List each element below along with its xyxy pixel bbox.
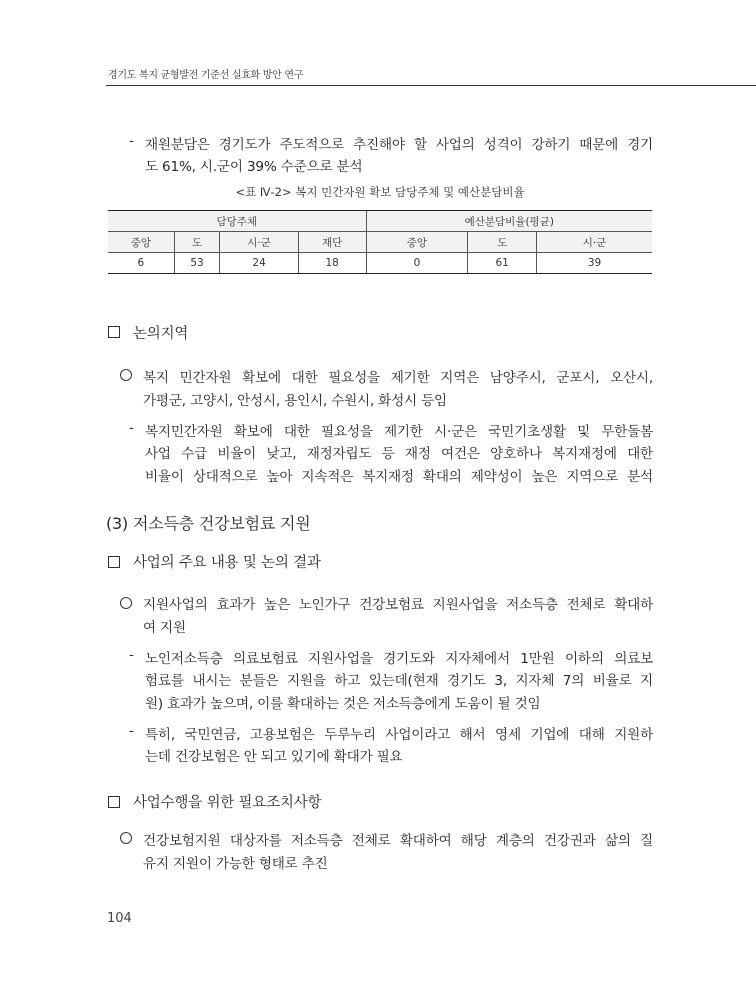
intro-line-1: 재원분담은 경기도가 주도적으로 추진해야 할 사업의 성격이 강하기 때문에 경기 (145, 137, 653, 153)
support-bullet-line-2: 여 지원 (143, 620, 186, 636)
circle-bullet-icon (120, 597, 132, 609)
table-header-cell: 중앙 (366, 232, 468, 253)
table-row (108, 253, 652, 274)
table-cell: 61 (468, 253, 537, 274)
dash-marker: - (129, 723, 134, 739)
square-bullet-icon (108, 326, 120, 338)
section-title: (3) 저소득층 건강보험료 지원 (106, 514, 311, 533)
table-header-cell: 도 (468, 232, 537, 253)
header-rule (106, 85, 756, 86)
subsection-heading: 사업수행을 위한 필요조치사항 (133, 795, 322, 811)
square-bullet-icon (108, 796, 120, 808)
measures-bullet-line-1: 건강보험지원 대상자를 저소득층 전체로 확대하여 해당 계층의 건강권과 삶의 질 (143, 833, 653, 849)
table-group-header: 예산분담비율(평균) (366, 211, 652, 232)
dash-marker: - (129, 133, 134, 149)
table-header-cell: 시·군 (537, 232, 652, 253)
table-header-cell: 중앙 (108, 232, 174, 253)
table-cell: 18 (298, 253, 366, 274)
running-header: 경기도 복지 균형발전 기준선 실효화 방안 연구 (108, 70, 304, 81)
table-group-header: 담당주체 (108, 211, 366, 232)
table-caption: <표 Ⅳ-2> 복지 민간자원 확보 담당주체 및 예산분담비율 (235, 185, 525, 199)
table-cell: 53 (174, 253, 220, 274)
measures-bullet-line-2: 유지 지원이 가능한 형태로 추진 (143, 856, 328, 872)
budget-table (108, 210, 652, 274)
dash-marker: - (129, 647, 134, 663)
subsection-heading: 사업의 주요 내용 및 논의 결과 (133, 555, 321, 571)
support-dash1-line-1: 노인저소득층 의료보험료 지원사업을 경기도와 지자체에서 1만원 이하의 의료보 (145, 651, 653, 667)
table-header-cell: 재단 (298, 232, 366, 253)
square-bullet-icon (108, 556, 120, 568)
support-bullet-line-1: 지원사업의 효과가 높은 노인가구 건강보험료 지원사업을 저소득층 전체로 확대하 (143, 597, 653, 613)
section-heading: 논의지역 (133, 326, 189, 342)
discussion-dash-line-1: 복지민간자원 확보에 대한 필요성을 제기한 시·군은 국민기초생활 및 무한돌봄 (145, 424, 653, 440)
page-number: 104 (107, 911, 132, 926)
circle-bullet-icon (120, 369, 132, 381)
circle-bullet-icon (120, 832, 132, 844)
support-dash1-line-2: 험료를 내시는 분들은 지원을 하고 있는데(현재 경기도 3, 지자체 7의 비율로 지 (145, 673, 653, 689)
dash-marker: - (129, 420, 134, 436)
support-dash2-line-1: 특히, 국민연금, 고용보험은 두루누리 사업이라고 해서 영세 기업에 대해 지원하 (145, 727, 653, 743)
support-dash2-line-2: 는데 건강보험은 안 되고 있기에 확대가 필요 (145, 749, 403, 765)
discussion-dash-line-2: 사업 수급 비율이 낮고, 재정자립도 등 재정 여건은 양호하나 복지재정에 대한 (145, 446, 653, 462)
table-header-cell: 도 (174, 232, 220, 253)
table-cell: 24 (220, 253, 298, 274)
intro-line-2: 도 61%, 시.군이 39% 수준으로 분석 (145, 159, 363, 175)
table-header-cell: 시·군 (220, 232, 298, 253)
discussion-dash-line-3: 비율이 상대적으로 높아 지속적은 복지재정 확대의 제약성이 높은 지역으로 분석 (145, 469, 653, 485)
table-cell: 0 (366, 253, 468, 274)
discussion-bullet-line-1: 복지 민간자원 확보에 대한 필요성을 제기한 지역은 남양주시, 군포시, 오산시, (143, 370, 653, 386)
table-cell: 6 (108, 253, 174, 274)
table-cell: 39 (537, 253, 652, 274)
discussion-bullet-line-2: 가평군, 고양시, 안성시, 용인시, 수원시, 화성시 등임 (143, 393, 447, 409)
support-dash1-line-3: 원) 효과가 높으며, 이를 확대하는 것은 저소득층에게 도움이 될 것임 (145, 696, 541, 712)
